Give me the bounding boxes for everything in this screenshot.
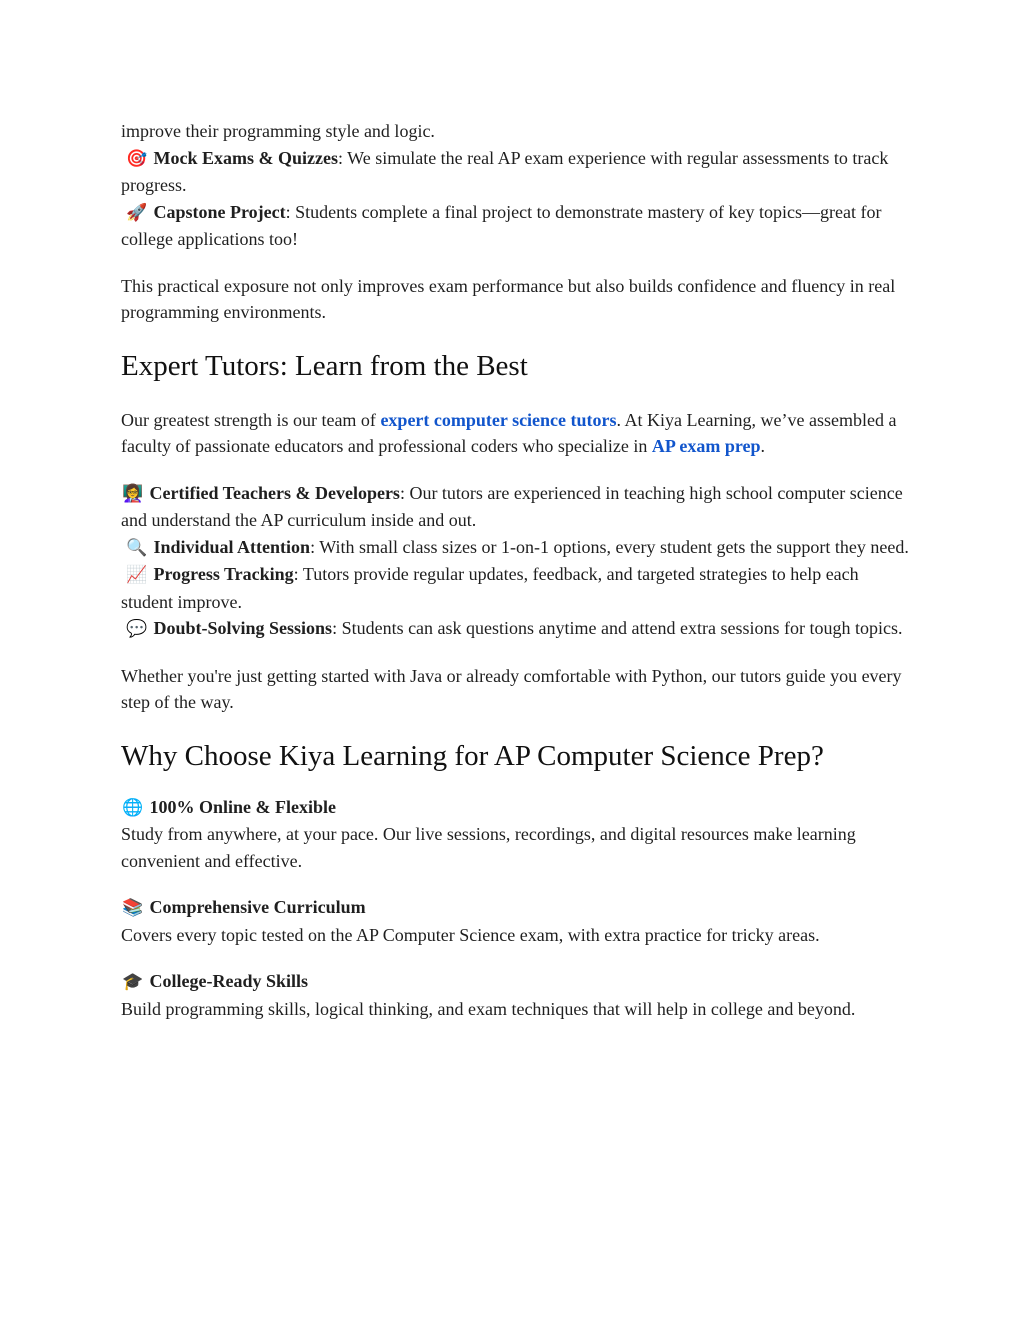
tutors-intro-start: Our greatest strength is our team of — [121, 409, 381, 430]
certified-teachers-title: Certified Teachers & Developers — [149, 482, 400, 503]
college-skills-text: Build programming skills, logical thinking, and exam techniques that will help in college and beyond. — [121, 998, 856, 1019]
tutors-closing: Whether you're just getting started with Java or already comfortable with Python, our tutors guide you every step of the way. — [121, 665, 902, 712]
tutors-intro — [121, 407, 911, 460]
tutors-heading: Expert Tutors: Learn from the Best — [121, 349, 528, 382]
rocket-icon: 🚀 — [126, 202, 148, 223]
ap-exam-prep-link[interactable]: AP exam prep — [651, 436, 761, 456]
teacher-icon: 👩‍🏫 — [122, 483, 144, 504]
expert-tutors-link[interactable]: expert computer science tutors — [380, 409, 617, 430]
curriculum-text: Covers every topic tested on the AP Computer Science exam, with extra practice for tricky areas. — [121, 924, 820, 945]
doubt-solving-text: : Students can ask questions anytime and attend extra sessions for tough topics. — [332, 618, 903, 638]
magnifier-icon: 🔍 — [126, 537, 148, 558]
capstone-text: : Students complete a final project to demonstrate mastery of key topics—great for college applications too! — [121, 201, 882, 249]
why-item-curriculum — [121, 894, 911, 948]
why-heading: Why Choose Kiya Learning for AP Computer Science Prep? — [121, 739, 824, 772]
practical-lead-line: improve their programming style and logic. — [121, 121, 435, 141]
tutors-intro-middle: . At Kiya Learning, we’ve assembled a faculty of passionate educators and professional coders who specialize in — [121, 409, 897, 456]
progress-tracking-text: : Tutors provide regular updates, feedback, and targeted strategies to help each student improve. — [121, 564, 859, 612]
individual-attention-text: : With small class sizes or 1-on-1 options, every student gets the support they need. — [310, 536, 909, 557]
tutors-features — [121, 480, 911, 643]
target-icon: 🎯 — [126, 148, 148, 169]
mock-exams-text: : We simulate the real AP exam experience with regular assessments to track progress. — [121, 147, 889, 195]
graduation-cap-icon: 🎓 — [122, 972, 144, 992]
tutors-intro-end: . — [760, 436, 765, 456]
document-page — [121, 118, 911, 1022]
practical-block — [121, 118, 911, 253]
mock-exams-title: Mock Exams & Quizzes — [153, 147, 338, 168]
why-item-online — [121, 794, 911, 875]
capstone-title: Capstone Project — [153, 201, 286, 222]
doubt-solving-title: Doubt-Solving Sessions — [153, 618, 333, 638]
chart-increasing-icon: 📈 — [126, 565, 148, 585]
certified-teachers-text: : Our tutors are experienced in teaching high school computer science and understand the AP curriculum inside and out. — [121, 482, 903, 530]
individual-attention-title: Individual Attention — [153, 536, 311, 557]
curriculum-title: Comprehensive Curriculum — [149, 897, 366, 917]
why-item-college — [121, 968, 911, 1022]
books-icon: 📚 — [122, 898, 144, 918]
online-flexible-title: 100% Online & Flexible — [149, 796, 336, 817]
globe-icon: 🌐 — [122, 797, 144, 818]
progress-tracking-title: Progress Tracking — [153, 564, 294, 584]
speech-bubble-icon: 💬 — [126, 619, 148, 639]
online-flexible-text: Study from anywhere, at your pace. Our live sessions, recordings, and digital resources make learning convenient and effective. — [121, 824, 856, 871]
practical-summary: This practical exposure not only improves exam performance but also builds confidence and fluency in real programming environments. — [121, 275, 896, 322]
college-skills-title: College-Ready Skills — [149, 971, 309, 991]
